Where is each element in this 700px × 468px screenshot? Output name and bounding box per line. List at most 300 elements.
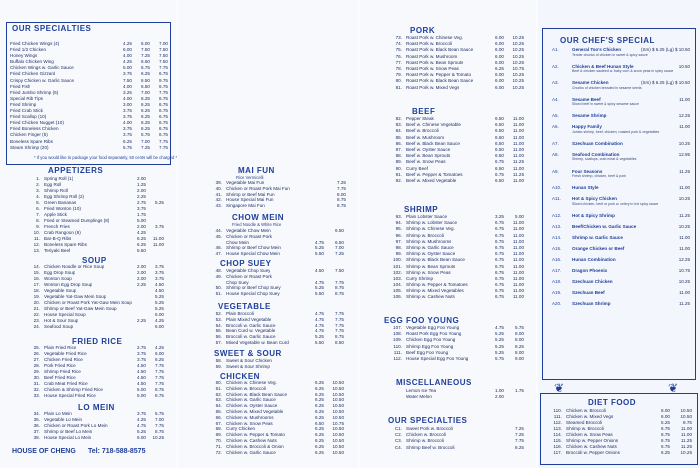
price-2: 11.00 xyxy=(512,251,524,257)
section-title-soup: SOUP xyxy=(82,256,107,265)
item-name: Broccoli w. Pepper Onions xyxy=(566,450,620,455)
item-number: 74. xyxy=(395,41,402,47)
price-2: 8.75 xyxy=(155,387,164,392)
price-1: 3.75 xyxy=(137,357,146,362)
item-name: Water Melon xyxy=(406,394,432,400)
price-1: 6.25 xyxy=(315,426,324,432)
price-1: 2.25 xyxy=(137,282,146,287)
price-1: 1.75 xyxy=(137,212,146,217)
item-name: Apple Stick xyxy=(44,212,67,217)
price-2: 11.00 xyxy=(512,116,524,121)
chef-item-desc: Shrimp, scallops, crab meat & vegetables xyxy=(572,157,637,162)
pork-row xyxy=(360,85,534,91)
price-1: 5.25 xyxy=(315,285,324,291)
price-1: 6.25 xyxy=(315,397,324,403)
section-title-pork: PORK xyxy=(410,26,436,35)
chef-item-number: A7. xyxy=(552,140,559,146)
price-1: 6.00 xyxy=(495,78,504,84)
item-name: Chicken w. Oyster Sauce xyxy=(226,403,278,409)
price-2: 11.00 xyxy=(680,426,692,431)
diet-left-decoration-icon: ❦ xyxy=(554,381,565,395)
item-name: Plain Broccoli xyxy=(226,311,254,316)
item-number: 19. xyxy=(33,294,40,299)
item-name: Curry Beef xyxy=(406,165,428,171)
item-number: C2. xyxy=(394,432,402,438)
item-name: Seafood Soup xyxy=(44,324,74,329)
chef-item-title: Dragon Phoenix xyxy=(572,267,608,273)
price-2: 11.00 xyxy=(512,244,524,250)
chef-item-price: 11.00 xyxy=(679,96,690,102)
egg-foo-young-list xyxy=(360,325,534,362)
chow-mein-row xyxy=(178,251,354,257)
item-number: 46. xyxy=(215,245,222,251)
price-1: 4.25 xyxy=(137,230,146,235)
price-1: 6.00 xyxy=(137,435,146,440)
chef-item-title: Four Seasons xyxy=(572,168,603,174)
item-number: 50. xyxy=(215,285,222,291)
price-1: 6.25 xyxy=(137,242,146,247)
price-2: 11.25 xyxy=(512,171,524,177)
price-2: 8.75 xyxy=(155,393,164,398)
price-2: 10.25 xyxy=(512,59,524,65)
chef-item-number: A10. xyxy=(552,185,562,191)
price-fried-rice: 6.75 xyxy=(141,65,150,71)
chef-item-number: A15. xyxy=(552,245,562,251)
shrimp-list xyxy=(360,214,534,301)
chef-item-title: Chicken & Beef Hunan Style xyxy=(572,63,634,69)
price-2: 10.50 xyxy=(332,385,344,391)
price-2: 11.00 xyxy=(512,153,524,159)
item-name: Shrimp w. Mushrooms xyxy=(406,238,452,244)
price-1: 6.75 xyxy=(661,426,670,431)
price-fried-rice: 7.50 xyxy=(141,47,150,53)
item-number: 61. xyxy=(215,385,222,391)
item-name: Egg Roll xyxy=(44,182,62,187)
price-2: 11.00 xyxy=(512,134,524,140)
item-name: Chicken w. Mixed Vegetable xyxy=(226,408,284,414)
item-name: Roast Pork w. Black Bean Sauce xyxy=(406,47,474,53)
price-1: 2.75 xyxy=(137,200,146,205)
right-panel xyxy=(538,0,700,468)
price-pt: 6.00 xyxy=(123,47,132,53)
item-name: Shrimp w. Broccoli xyxy=(566,426,604,431)
item-name: Chicken w. Broccoli xyxy=(406,432,446,438)
price-1: 6.75 xyxy=(661,444,670,449)
price-2: 6.25 xyxy=(155,357,164,362)
price-1: 6.50 xyxy=(495,122,504,128)
price-2: 7.75 xyxy=(335,328,344,334)
item-number: 85. xyxy=(395,134,402,140)
item-number: 23. xyxy=(33,318,40,323)
item-name: Plain Lobster Sauce xyxy=(406,214,448,219)
chef-item-price: 11.00 xyxy=(679,289,690,295)
item-number: 89. xyxy=(395,159,402,165)
chef-item-desc: Beef & chicken sauteed w. baby corn & snow peas in spicy sauce xyxy=(572,69,674,74)
price-pt: 4.00 xyxy=(123,95,132,101)
item-number: 24. xyxy=(33,324,40,329)
price-2: 10.25 xyxy=(512,78,524,84)
item-name: Wonton Egg Drop Soup xyxy=(44,282,93,287)
price-pt: 7.50 xyxy=(123,77,132,83)
chef-item-number: A6. xyxy=(552,124,559,130)
price-combo: 6.75 xyxy=(159,101,168,107)
chef-item-title: Szechuan Combination xyxy=(572,140,623,146)
price-2: 7.75 xyxy=(155,369,164,374)
price-2: 6.50 xyxy=(335,228,344,233)
specialty-name: Special Rib Tips xyxy=(10,95,43,101)
chop-suey-row xyxy=(178,291,354,297)
price-2: 6.00 xyxy=(155,351,164,356)
item-name: Chicken w. Black Bean Sauce xyxy=(226,391,288,397)
price-1: 6.75 xyxy=(495,251,504,257)
item-name: Shrimp Beef w. Broccoli xyxy=(406,444,455,450)
specialty-name: Fried Shrimp xyxy=(10,101,37,107)
chef-item-title: Hot & Spicy Chicken xyxy=(572,196,617,202)
item-number: 100. xyxy=(393,257,402,263)
item-name: Beef w. Chinese Vegetable xyxy=(406,122,461,128)
price-2: 4.25 xyxy=(155,318,164,323)
item-number: 72. xyxy=(215,449,222,455)
item-name: Sweet & Sour Chicken xyxy=(226,358,272,363)
item-name: House Special Chop Suey xyxy=(226,291,280,297)
vegetable-list xyxy=(178,311,354,346)
item-name: Shrimp w. Chinese Veg. xyxy=(406,226,455,232)
price-1: 7.75 xyxy=(515,438,524,444)
price-pt: 3.25 xyxy=(123,89,132,95)
item-name: Beef w. Snow Peas xyxy=(406,159,446,165)
price-2: 9.00 xyxy=(515,355,524,361)
price-1: 6.00 xyxy=(661,408,670,413)
item-name: Roast Pork Egg Foo Young xyxy=(406,331,462,337)
price-1: 5.00 xyxy=(137,218,146,223)
specialty-name: Fried Fish xyxy=(10,83,31,89)
price-combo: 7.50 xyxy=(159,47,168,53)
chef-item-price: 10.25 xyxy=(678,196,690,202)
chef-item-desc: Chunks of chicken breaded in sesame seeds xyxy=(572,85,642,90)
item-name: Crab Rangoon (8) xyxy=(44,230,81,235)
specialty-row xyxy=(10,145,168,151)
price-1: 2.25 xyxy=(137,318,146,323)
item-name: Shrimp w. Garlic Sauce xyxy=(406,244,454,250)
price-2: 8.00 xyxy=(515,349,524,355)
item-name: Chicken w. Chinese Veg. xyxy=(226,380,277,385)
item-number: 29. xyxy=(33,369,40,374)
chef-item xyxy=(544,196,694,213)
item-number: 22. xyxy=(33,312,40,317)
item-name: Shrimp w. Lobster Sauce xyxy=(406,220,458,226)
price-2: 1.75 xyxy=(515,388,524,393)
price-1: 5.25 xyxy=(661,420,670,425)
price-1: 5.00 xyxy=(137,387,146,392)
chef-item-number: A20. xyxy=(552,300,562,306)
price-pt: 5.75 xyxy=(123,144,132,150)
specialty-name: Steam Shrimp (20) xyxy=(10,144,49,150)
item-number: 67. xyxy=(215,420,222,426)
item-name: Beef Egg Foo Young xyxy=(406,349,449,355)
item-name: Plain Mixed Vegetable xyxy=(226,316,272,322)
price-1: 6.75 xyxy=(495,159,504,165)
appetizers-list xyxy=(4,176,170,254)
item-name: Chicken w. Broccoli xyxy=(226,385,266,391)
section-title-mai-fun: MAI FUN xyxy=(238,166,275,175)
item-number: 87. xyxy=(395,146,402,152)
price-combo: 6.75 xyxy=(159,108,168,114)
price-2: 10.50 xyxy=(332,414,344,420)
diet-list xyxy=(542,408,696,456)
chef-list xyxy=(544,47,694,312)
price-1: 6.75 xyxy=(495,220,504,226)
item-number: 4. xyxy=(36,194,40,199)
chef-item-number: A4. xyxy=(552,96,559,102)
price-2: 4.50 xyxy=(155,288,164,293)
price-pt: 4.25 xyxy=(123,59,132,65)
price-1: 6.75 xyxy=(495,263,504,269)
beef-list xyxy=(360,116,534,184)
item-name: Mixed Vegetable w. Bean Curd xyxy=(226,339,289,345)
item-number: 58. xyxy=(215,358,222,363)
price-2: 10.50 xyxy=(332,397,344,403)
price-1: 2.25 xyxy=(137,194,146,199)
chow-mein-list xyxy=(178,228,354,257)
item-name: Roast Pork w. Mushroom xyxy=(406,53,458,59)
item-name: Green Bananas xyxy=(44,200,77,205)
item-number: 97. xyxy=(395,238,402,244)
vegetable-row xyxy=(178,340,354,346)
left-panel xyxy=(0,0,176,468)
item-name: Lemon Ice Tea xyxy=(406,388,437,393)
item-number: 40. xyxy=(215,185,222,191)
chef-item-price: 10.75 xyxy=(678,267,690,273)
section-title-vegetable: VEGETABLE xyxy=(218,302,271,311)
item-number: 90. xyxy=(395,165,402,171)
price-2: 11.00 xyxy=(512,232,524,238)
price-combo: 6.75 xyxy=(159,132,168,138)
chef-item-title: Orange Chicken or Beef xyxy=(572,245,625,251)
item-number: 25. xyxy=(33,345,40,350)
chef-item-desc: Sliced chicken, beef or pork w. celery in hot spicy sauce xyxy=(572,201,659,206)
price-1: 4.50 xyxy=(137,363,146,368)
price-1: 6.00 xyxy=(495,59,504,65)
price-fried-rice: 5.75 xyxy=(141,132,150,138)
price-1: 6.25 xyxy=(137,236,146,241)
item-number: 34. xyxy=(33,411,40,416)
item-number: 110. xyxy=(393,343,402,349)
price-2: 10.25 xyxy=(680,450,692,455)
price-1: 6.50 xyxy=(495,165,504,171)
chef-item-number: A12. xyxy=(552,212,562,218)
price-1: 6.50 xyxy=(495,146,504,152)
item-number: 43. xyxy=(215,203,222,209)
price-fried-rice: 7.00 xyxy=(141,138,150,144)
price-2: 8.75 xyxy=(683,420,692,425)
item-name: Roast Pork w. Black Bean Sauce xyxy=(406,78,474,84)
item-name: Singapore Mai Fun xyxy=(226,203,265,209)
chef-item-number: A3. xyxy=(552,80,559,86)
item-number: 20. xyxy=(33,300,40,305)
item-number: 30. xyxy=(33,375,40,380)
item-number: 101. xyxy=(393,263,402,269)
shrimp-row xyxy=(360,294,534,300)
price-1: 6.25 xyxy=(315,443,324,449)
mai-fun-sub: Rice Vermicelli xyxy=(236,175,264,180)
price-1: 7.75 xyxy=(337,185,346,191)
price-1: 1.25 xyxy=(137,182,146,187)
item-name: Plain Fried Rice xyxy=(44,345,77,350)
item-number: 17. xyxy=(33,282,40,287)
price-1: 2.00 xyxy=(495,394,504,400)
price-2: 11.00 xyxy=(512,140,524,146)
price-1: 6.00 xyxy=(495,41,504,47)
misc-row xyxy=(360,394,534,400)
item-number: 65. xyxy=(215,408,222,414)
chef-item-price: 12.25 xyxy=(678,256,690,262)
item-name: Beef w. Pepper & Tomatoes xyxy=(406,171,463,177)
chef-item xyxy=(544,80,694,97)
item-number: 107. xyxy=(393,325,402,330)
item-number: 27. xyxy=(33,357,40,362)
price-2: 10.50 xyxy=(332,432,344,438)
price-2: 7.00 xyxy=(155,417,164,422)
item-name: Beef w. Mushroom xyxy=(406,134,445,140)
price-2: 5.25 xyxy=(155,294,164,299)
price-fried-rice: 6.50 xyxy=(141,83,150,89)
item-number: 86. xyxy=(395,140,402,146)
price-1: 6.25 xyxy=(495,65,504,71)
item-name: Beef w. Oyster Sauce xyxy=(406,146,451,152)
price-pt: 3.75 xyxy=(123,71,132,77)
item-name: Roast Pork w. Pepper & Tomato xyxy=(406,72,472,78)
price-combo: 7.75 xyxy=(159,144,168,150)
item-name: Chicken w. Broccoli xyxy=(566,408,606,413)
price-1: 6.50 xyxy=(495,177,504,183)
price-1: 5.25 xyxy=(495,343,504,349)
item-number: 38. xyxy=(33,435,40,440)
price-2: 11.00 xyxy=(512,257,524,263)
price-1: 6.75 xyxy=(495,257,504,263)
price-2: 6.50 xyxy=(335,239,344,245)
price-fried-rice: 6.25 xyxy=(141,114,150,120)
item-number: 14. xyxy=(33,264,40,269)
item-name: Fried or Steamed Dumplings (8) xyxy=(44,218,110,223)
item-name: Beef w. Mixed Vegetable xyxy=(406,177,457,183)
price-1: 5.25 xyxy=(495,337,504,343)
chef-item-desc: Jumbo shrimp, beef, chicken, roasted pork & vegetables xyxy=(572,129,660,134)
mai-fun-list xyxy=(178,180,354,209)
price-1: 6.25 xyxy=(315,449,324,455)
item-number: 103. xyxy=(393,275,402,281)
item-number: 37. xyxy=(33,429,40,434)
item-number: 49. xyxy=(215,273,222,279)
item-name: Chop Suey xyxy=(226,279,249,285)
item-name: Chicken w. Mushrooms xyxy=(226,414,274,420)
price-2: 10.25 xyxy=(512,47,524,53)
chef-item-title: Hunan Style xyxy=(572,185,599,191)
item-number: 2. xyxy=(36,182,40,187)
price-2: 10.25 xyxy=(152,435,164,440)
price-1: 8.25 xyxy=(515,444,524,450)
price-1: 6.00 xyxy=(661,414,670,419)
price-1: 4.50 xyxy=(137,369,146,374)
chef-item-title: Sesame Beef xyxy=(572,96,601,102)
section-title-chop-suey: CHOP SUEY xyxy=(220,259,272,268)
item-number: 11. xyxy=(33,236,40,241)
price-2: 8.25 xyxy=(515,343,524,349)
price-1: 6.75 xyxy=(495,288,504,294)
item-number: 41. xyxy=(215,191,222,197)
item-number: 77. xyxy=(395,59,402,65)
chef-item-price: 11.25 xyxy=(679,300,690,306)
specialty-name: Boneless Spare Ribs xyxy=(10,138,53,144)
item-name: Egg Shrimp Roll (2) xyxy=(44,194,85,199)
item-name: Broccoli w. Garlic Sauce xyxy=(226,322,276,328)
chef-item-title: Happy Family xyxy=(572,124,602,130)
item-number: 8. xyxy=(36,218,40,223)
item-name: Shrimp or Beef Mai Fun xyxy=(226,191,275,197)
item-number: 39. xyxy=(215,180,222,185)
item-name: Chicken w. Snow Peas xyxy=(226,420,273,426)
item-name: Vegetable Mai Fun xyxy=(226,180,265,185)
chef-item xyxy=(544,185,694,196)
item-number: 99. xyxy=(395,251,402,257)
price-combo: 7.50 xyxy=(159,59,168,65)
price-1: 6.25 xyxy=(315,391,324,397)
item-number: 78. xyxy=(395,65,402,71)
price-2: 10.50 xyxy=(332,391,344,397)
item-name: Vegetable Soup xyxy=(44,288,77,293)
item-number: 51. xyxy=(215,291,222,297)
specialty-name: Fried 1/2 Chicken xyxy=(10,47,47,53)
item-number: 63. xyxy=(215,397,222,403)
price-2: 11.00 xyxy=(512,238,524,244)
item-name: Vegetable Chop Suey xyxy=(226,268,271,273)
price-fried-rice: 7.25 xyxy=(141,144,150,150)
chicken-row xyxy=(178,450,354,456)
price-2: 10.50 xyxy=(332,443,344,449)
price-fried-rice: 6.25 xyxy=(141,71,150,77)
item-name: Shrimp Fried Rice xyxy=(44,369,81,374)
item-name: Shrimp or Beef Yat-Gaw Mein Soup xyxy=(44,306,117,311)
section-title-specialties: OUR SPECIALTIES xyxy=(12,24,92,33)
price-fried-rice: 6.25 xyxy=(141,101,150,107)
section-title-fried-rice: FRIED RICE xyxy=(72,337,123,346)
price-1: 6.25 xyxy=(315,414,324,420)
item-number: 52. xyxy=(215,311,222,316)
price-combo: 7.75 xyxy=(159,65,168,71)
price-2: 10.50 xyxy=(332,449,344,455)
chef-item-price: (Sm) $ 6.25 (Lg) $ 10.50 xyxy=(640,47,690,52)
price-pt: 4.00 xyxy=(123,53,132,59)
price-2: 10.25 xyxy=(512,84,524,90)
chef-item-price: 10.25 xyxy=(678,140,690,146)
item-name: Wonton Soup xyxy=(44,276,72,281)
item-name: Shrimp or Beef Chop Suey xyxy=(226,285,281,291)
item-name: Chicken or Roast Pork Yat-Gaw Mein Soup xyxy=(44,300,132,305)
specialty-name: Chicken Wings w. Garlic Sauce xyxy=(10,65,74,71)
package-note: * If you would like to package your food separately, 50 cents will be charged * xyxy=(34,155,178,160)
chef-item-price: 11.25 xyxy=(679,212,690,218)
item-number: 80. xyxy=(395,78,402,84)
chef-item xyxy=(544,47,694,64)
item-name: Roast Pork w. Snow Peas xyxy=(406,65,459,71)
chef-item-title: Beef/Chicken w. Garlic Sauce xyxy=(572,223,637,229)
price-2: 8.00 xyxy=(515,337,524,343)
section-title-lo-mein: LO MEIN xyxy=(78,403,115,412)
price-combo: 6.75 xyxy=(159,126,168,132)
item-name: Curry Shrimp xyxy=(406,275,434,281)
footer-tel: Tel: 718-588-8575 xyxy=(88,448,146,455)
price-1: 6.75 xyxy=(661,438,670,443)
price-1: 6.75 xyxy=(495,244,504,250)
